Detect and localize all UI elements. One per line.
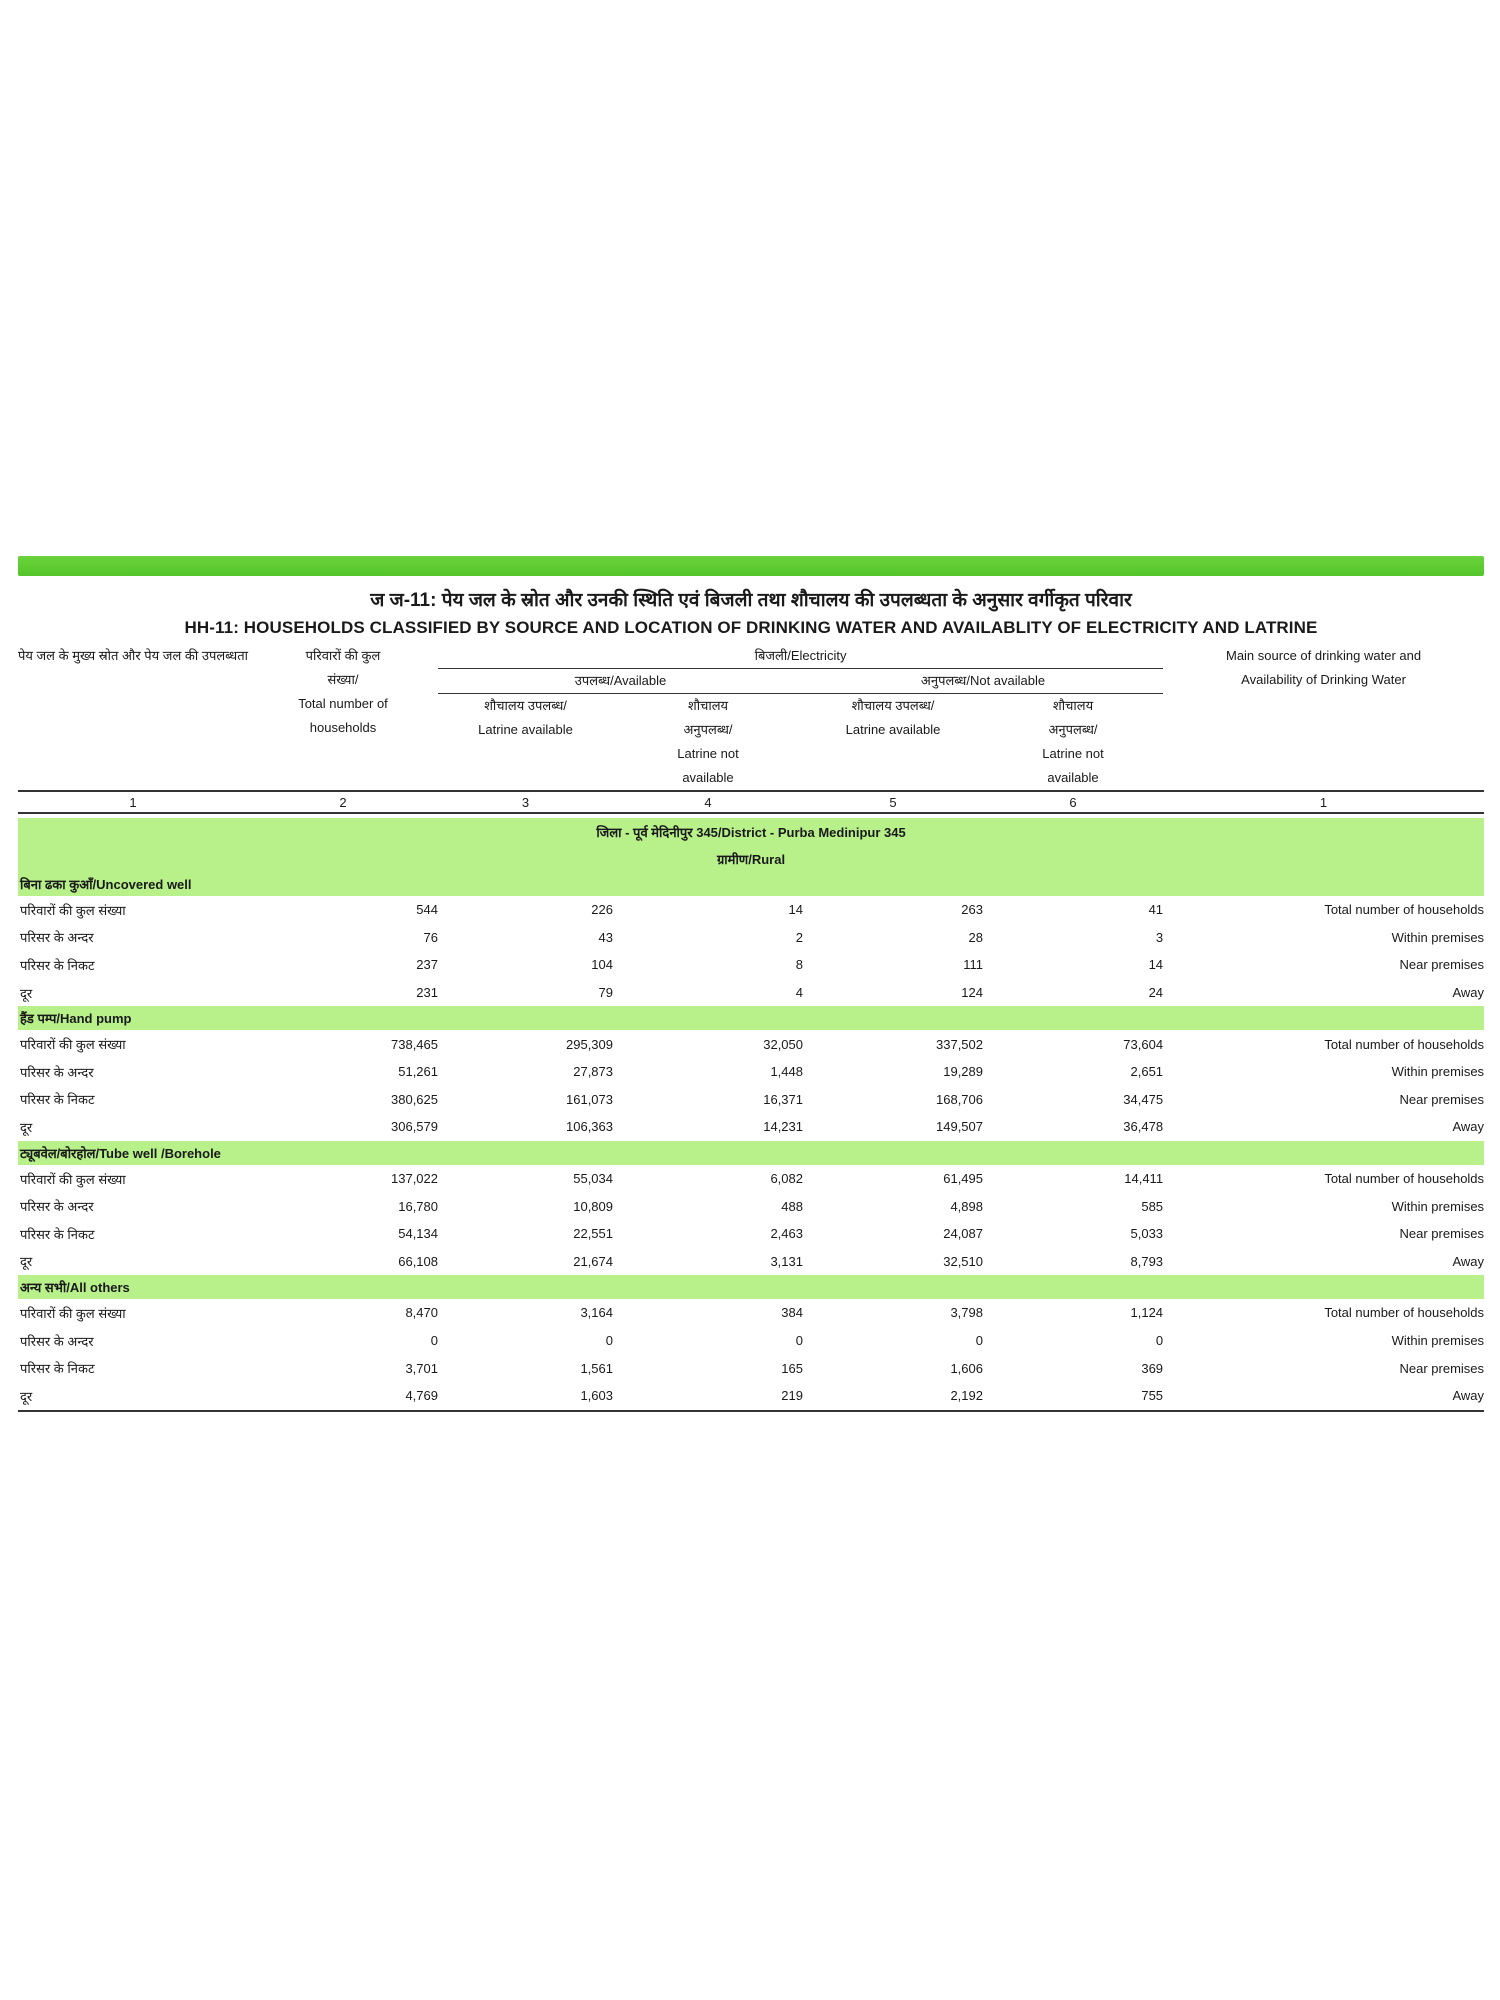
top-green-band — [18, 556, 1484, 576]
header-electricity: बिजली/Electricity — [438, 644, 1163, 669]
cell-value: 104 — [591, 957, 613, 973]
table-row — [18, 896, 1484, 924]
row-label-hindi: परिसर के निकट — [20, 957, 95, 973]
row-label-hindi: परिसर के निकट — [20, 1361, 95, 1377]
row-label-english: Near premises — [1399, 1360, 1485, 1376]
cell-value: 226 — [591, 902, 613, 918]
cell-value: 0 — [795, 1333, 803, 1349]
header-latrine-available-b-hindi: शौचालय उपलब्ध/ — [851, 698, 935, 713]
cell-value: 6,082 — [770, 1171, 803, 1187]
cell-value: 0 — [430, 1333, 438, 1349]
title-english: HH-11: HOUSEHOLDS CLASSIFIED BY SOURCE AND LOCATION OF DRINKING WATER AND AVAILABLITY OF ELECTRICITY AND LATRINE — [184, 618, 1318, 637]
row-label-english: Within premises — [1391, 929, 1485, 945]
cell-value: 76 — [423, 929, 438, 945]
header-latrine-not-available-b-english: Latrine not available — [1042, 746, 1104, 785]
area-type: ग्रामीण/Rural — [18, 845, 1484, 872]
cell-value: 544 — [416, 902, 438, 918]
cell-value: 16,371 — [763, 1091, 803, 1107]
district-name: जिला - पूर्व मेदिनीपुर 345/District - Purba Medinipur 345 — [18, 818, 1484, 845]
table-row — [18, 1327, 1484, 1355]
table-row — [18, 1086, 1484, 1114]
cell-value: 2 — [795, 929, 803, 945]
section-row — [18, 872, 1484, 896]
cell-value: 54,134 — [398, 1226, 438, 1242]
district-row — [18, 818, 1484, 845]
cell-value: 0 — [1155, 1333, 1164, 1349]
header-col2-english: Total number of households — [298, 696, 388, 735]
cell-value: 1,561 — [580, 1360, 613, 1376]
table-row — [18, 979, 1484, 1007]
row-label-hindi: परिसर के अन्दर — [20, 1064, 94, 1080]
column-number: 3 — [438, 791, 613, 813]
header-latrine-not-available-b — [983, 694, 1163, 792]
row-label-english: Away — [1452, 985, 1485, 1001]
cell-value: 2,463 — [770, 1226, 803, 1242]
header-latrine-not-available-a-english: Latrine not available — [677, 746, 739, 785]
row-label-english: Total number of households — [1324, 1171, 1485, 1187]
cell-value: 306,579 — [391, 1119, 438, 1135]
cell-value: 1,124 — [1130, 1305, 1164, 1321]
cell-value: 755 — [1141, 1388, 1164, 1404]
cell-value: 61,495 — [943, 1171, 983, 1187]
table-row — [18, 1382, 1484, 1410]
column-number: 5 — [803, 791, 983, 813]
cell-value: 16,780 — [398, 1198, 438, 1214]
cell-value: 488 — [781, 1198, 803, 1214]
cell-value: 1,603 — [580, 1388, 613, 1404]
cell-value: 1,448 — [770, 1064, 803, 1080]
cell-value: 161,073 — [566, 1091, 613, 1107]
row-label-english: Within premises — [1391, 1064, 1485, 1080]
header-col-last — [1163, 644, 1484, 791]
cell-value: 3,798 — [950, 1305, 983, 1321]
row-label-hindi: दूर — [20, 985, 33, 1001]
row-label-english: Near premises — [1399, 957, 1485, 973]
header-latrine-available-a-hindi: शौचालय उपलब्ध/ — [484, 698, 567, 713]
cell-value: 21,674 — [573, 1253, 613, 1269]
cell-value: 14 — [1148, 957, 1164, 973]
header-col2 — [248, 644, 438, 791]
header-latrine-available-b-english: Latrine available — [845, 722, 941, 737]
row-label-hindi: परिवारों की कुल संख्या — [20, 1037, 126, 1053]
table-row — [18, 1299, 1484, 1327]
cell-value: 3,131 — [770, 1253, 803, 1269]
cell-value: 3,164 — [580, 1305, 613, 1321]
cell-value: 738,465 — [391, 1036, 438, 1052]
column-number: 1 — [1163, 791, 1484, 813]
cell-value: 51,261 — [398, 1064, 438, 1080]
table-bottom-rule — [18, 1410, 1484, 1411]
section-row — [18, 1275, 1484, 1299]
table-row — [18, 1113, 1484, 1141]
header-latrine-available-b — [803, 694, 983, 792]
table-row — [18, 1165, 1484, 1193]
cell-value: 2,192 — [950, 1388, 983, 1404]
cell-value: 32,050 — [763, 1036, 803, 1052]
table-row — [18, 1354, 1484, 1382]
header-row-1 — [18, 644, 1484, 669]
header-latrine-not-available-a — [613, 694, 803, 792]
row-label-hindi: दूर — [20, 1119, 33, 1135]
row-label-english: Within premises — [1391, 1333, 1485, 1349]
cell-value: 4,769 — [405, 1388, 438, 1404]
table-row — [18, 951, 1484, 979]
cell-value: 41 — [1148, 902, 1164, 918]
table-row — [18, 1192, 1484, 1220]
cell-value: 34,475 — [1123, 1091, 1164, 1107]
row-label-english: Total number of households — [1324, 1305, 1485, 1321]
cell-value: 22,551 — [573, 1226, 613, 1242]
column-number: 2 — [248, 791, 438, 813]
cell-value: 8,470 — [405, 1305, 438, 1321]
cell-value: 24,087 — [943, 1226, 983, 1242]
cell-value: 384 — [781, 1305, 803, 1321]
cell-value: 73,604 — [1123, 1036, 1164, 1052]
cell-value: 168,706 — [936, 1091, 983, 1107]
cell-value: 2,651 — [1130, 1064, 1164, 1080]
cell-value: 0 — [975, 1333, 983, 1349]
cell-value: 295,309 — [566, 1036, 613, 1052]
cell-value: 231 — [416, 985, 438, 1001]
cell-value: 165 — [781, 1360, 803, 1376]
header-col1-hindi: पेय जल के मुख्य स्रोत और पेय जल की उपलब्धता — [18, 648, 249, 663]
cell-value: 4,898 — [950, 1198, 983, 1214]
cell-value: 14 — [788, 902, 803, 918]
table-row — [18, 1030, 1484, 1058]
cell-value: 0 — [605, 1333, 613, 1349]
cell-value: 79 — [598, 985, 613, 1001]
table-row — [18, 1058, 1484, 1086]
row-label-hindi: परिसर के निकट — [20, 1092, 95, 1108]
header-latrine-available-a-english: Latrine available — [478, 722, 573, 737]
cell-value: 55,034 — [573, 1171, 613, 1187]
column-number-row — [18, 791, 1484, 813]
row-label-hindi: परिवारों की कुल संख्या — [20, 1305, 126, 1321]
row-label-hindi: दूर — [20, 1254, 33, 1270]
cell-value: 5,033 — [1130, 1226, 1164, 1242]
header-col2-hindi: परिवारों की कुल संख्या/ — [305, 648, 381, 687]
section-title: अन्य सभी/All others — [18, 1275, 1484, 1299]
row-label-hindi: परिवारों की कुल संख्या — [20, 902, 126, 918]
header-latrine-not-available-b-hindi: शौचालय अनुपलब्ध/ — [1048, 698, 1098, 737]
column-number: 4 — [613, 791, 803, 813]
cell-value: 24 — [1148, 985, 1164, 1001]
cell-value: 124 — [961, 985, 983, 1001]
cell-value: 14,231 — [763, 1119, 803, 1135]
households-table — [18, 644, 1484, 1412]
cell-value: 4 — [795, 985, 803, 1001]
cell-value: 14,411 — [1124, 1171, 1164, 1187]
table-row — [18, 1220, 1484, 1248]
header-not-available: अनुपलब्ध/Not available — [803, 669, 1163, 694]
cell-value: 28 — [968, 929, 983, 945]
header-col-last-text: Main source of drinking water and Availability of Drinking Water — [1225, 648, 1422, 687]
row-label-english: Total number of households — [1324, 1036, 1485, 1052]
cell-value: 36,478 — [1123, 1119, 1164, 1135]
row-label-english: Near premises — [1399, 1226, 1485, 1242]
row-label-english: Near premises — [1399, 1091, 1485, 1107]
section-row — [18, 1141, 1484, 1165]
cell-value: 585 — [1141, 1198, 1164, 1214]
cell-value: 106,363 — [566, 1119, 613, 1135]
cell-value: 43 — [598, 929, 613, 945]
row-label-hindi: दूर — [20, 1388, 33, 1404]
cell-value: 8,793 — [1130, 1253, 1164, 1269]
cell-value: 10,809 — [573, 1198, 613, 1214]
title-hindi: ज ज-11: पेय जल के स्रोत और उनकी स्थिति एवं बिजली तथा शौचालय की उपलब्धता के अनुसार वर्गीकृत परिवार — [370, 590, 1132, 611]
row-label-english: Total number of households — [1324, 902, 1485, 918]
row-label-hindi: परिवारों की कुल संख्या — [20, 1171, 126, 1187]
section-title: ट्यूबवेल/बोरहोल/Tube well /Borehole — [18, 1141, 1484, 1165]
cell-value: 32,510 — [943, 1253, 983, 1269]
document-page — [18, 556, 1484, 1412]
table-row — [18, 1248, 1484, 1276]
row-label-hindi: परिसर के अन्दर — [20, 1199, 94, 1215]
section-title: बिना ढका कुआँ/Uncovered well — [18, 872, 1484, 896]
row-label-english: Away — [1452, 1388, 1485, 1404]
cell-value: 149,507 — [936, 1119, 983, 1135]
cell-value: 3 — [1155, 929, 1164, 945]
header-available: उपलब्ध/Available — [438, 669, 803, 694]
cell-value: 337,502 — [936, 1036, 983, 1052]
header-latrine-not-available-a-hindi: शौचालय अनुपलब्ध/ — [683, 698, 733, 737]
section-title: हैंड पम्प/Hand pump — [18, 1006, 1484, 1030]
cell-value: 27,873 — [573, 1064, 613, 1080]
cell-value: 137,022 — [391, 1171, 438, 1187]
cell-value: 237 — [416, 957, 438, 973]
cell-value: 1,606 — [950, 1360, 983, 1376]
table-row — [18, 924, 1484, 952]
cell-value: 263 — [961, 902, 983, 918]
header-latrine-available-a — [438, 694, 613, 792]
cell-value: 380,625 — [391, 1091, 438, 1107]
column-number: 1 — [18, 791, 248, 813]
cell-value: 8 — [795, 957, 803, 973]
row-label-english: Away — [1452, 1253, 1485, 1269]
row-label-hindi: परिसर के अन्दर — [20, 930, 94, 946]
cell-value: 369 — [1141, 1360, 1164, 1376]
cell-value: 19,289 — [943, 1064, 983, 1080]
cell-value: 111 — [963, 957, 983, 973]
column-number: 6 — [983, 791, 1163, 813]
section-row — [18, 1006, 1484, 1030]
row-label-hindi: परिसर के निकट — [20, 1226, 95, 1242]
row-label-english: Within premises — [1391, 1198, 1485, 1214]
row-label-hindi: परिसर के अन्दर — [20, 1333, 94, 1349]
row-label-english: Away — [1452, 1119, 1485, 1135]
cell-value: 66,108 — [398, 1253, 438, 1269]
cell-value: 219 — [781, 1388, 803, 1404]
cell-value: 3,701 — [405, 1360, 438, 1376]
rural-row — [18, 845, 1484, 872]
